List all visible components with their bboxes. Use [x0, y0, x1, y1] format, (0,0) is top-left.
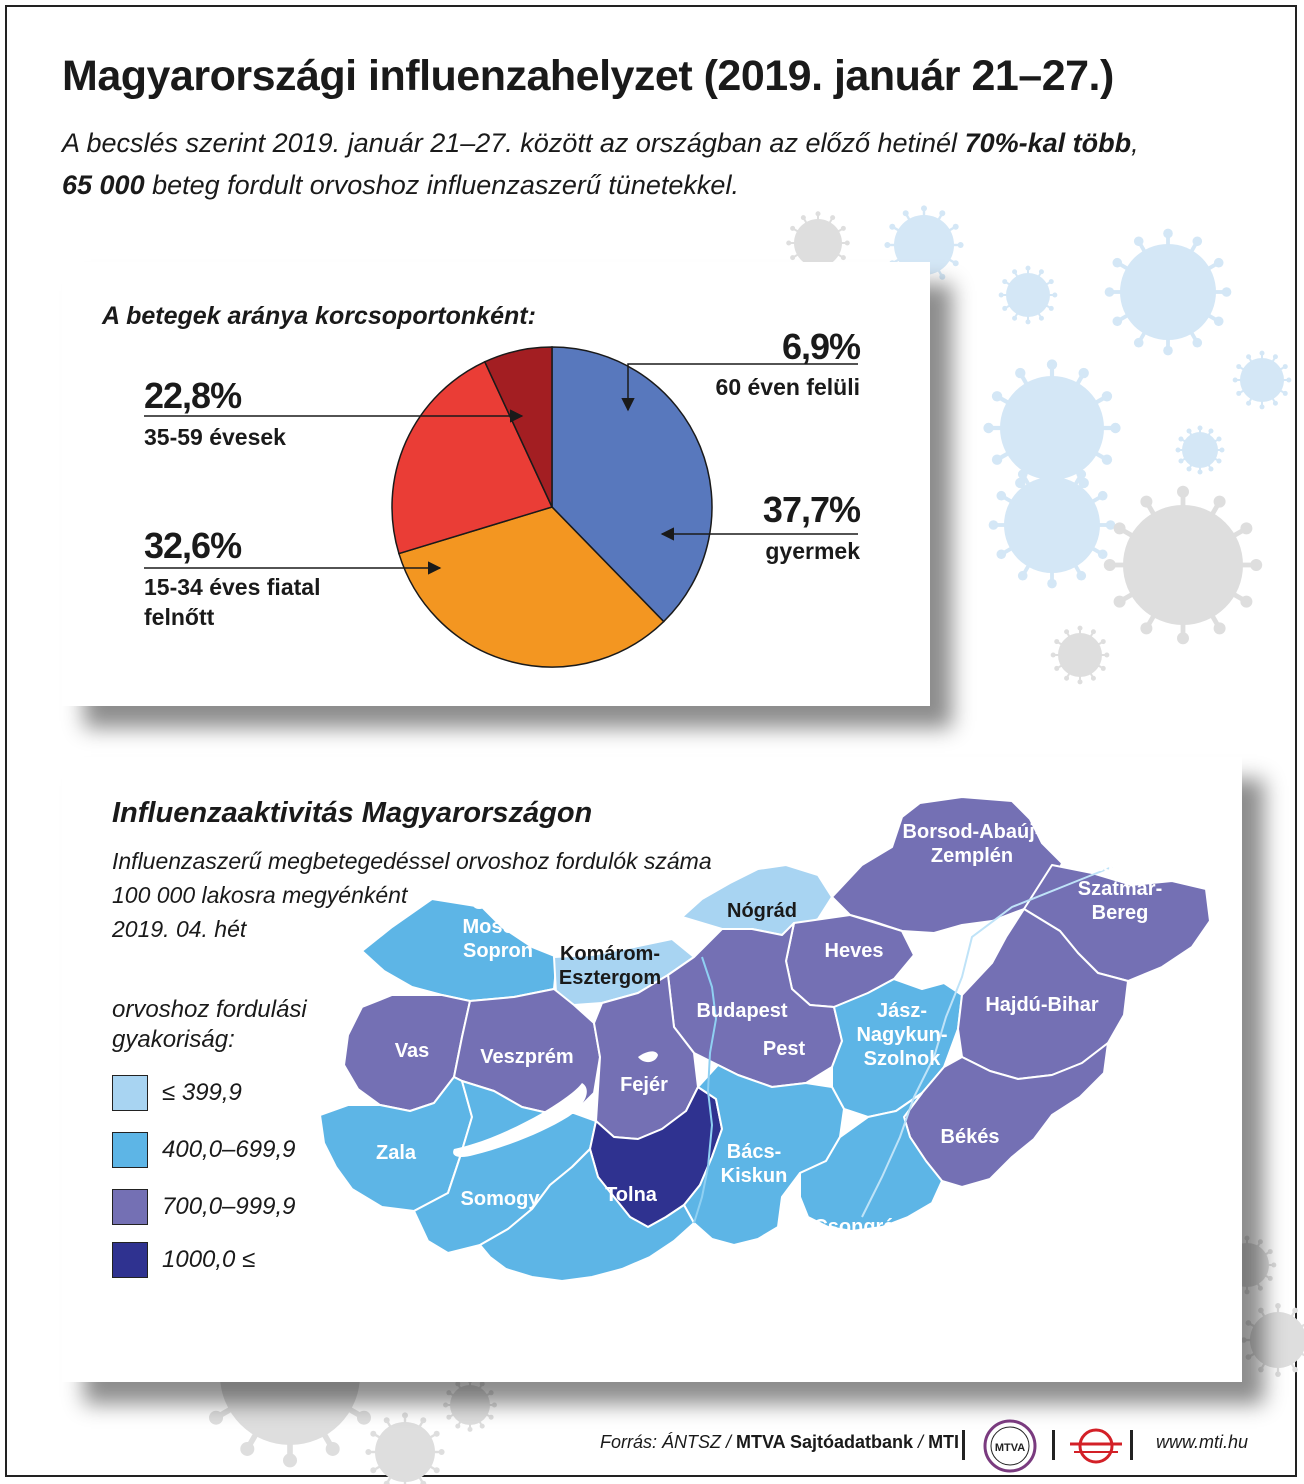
subtitle-text-2: beteg fordult orvoshoz influenzaszerű tünetekkel. [144, 170, 739, 200]
subtitle-line-1 [62, 128, 1139, 159]
pie-title: A betegek aránya korcsoportonként: [102, 302, 536, 330]
source-credit [600, 1432, 959, 1453]
slice-label-15-34: 15-34 éves fiatal felnőtt [144, 574, 321, 630]
county-label: Borsod-Abaúj-Zemplén [902, 821, 1042, 867]
page-title: Magyarországi influenzahelyzet (2019. január 21–27.) [62, 52, 1114, 100]
county-label: Bács-Kiskun [720, 1141, 788, 1187]
virus-icon [1233, 351, 1292, 410]
county-label: Somogy [460, 1188, 540, 1210]
map-title: Influenzaaktivitás Magyarországon [112, 797, 593, 829]
slice-label-gyermek: gyermek [765, 538, 860, 564]
county-label: Komárom-Esztergom [558, 943, 662, 989]
legend-label: ≤ 399,9 [162, 1079, 242, 1106]
map-subtitle-2: 100 000 lakosra megyénként [112, 882, 408, 908]
county-label: Zala [375, 1142, 417, 1164]
slice-value-gyermek: 37,7% [762, 489, 860, 530]
subtitle-text: A becslés szerint 2019. január 21–27. között az országban az előző hetinél [62, 128, 965, 158]
virus-icon [365, 1412, 444, 1484]
county-label: Budapest [696, 1000, 788, 1022]
source-separator: / [913, 1432, 929, 1452]
county-label: Nógrád [727, 900, 797, 922]
legend-label: 700,0–999,9 [162, 1193, 296, 1220]
subtitle-highlight-percent: 70%-kal több [964, 128, 1132, 158]
map-subtitle-3: 2019. 04. hét [112, 916, 247, 942]
county-label: Győr-Moson-Sopron [462, 892, 534, 962]
legend-title-line-1: orvoshoz fordulási [112, 996, 307, 1023]
virus-icon [1105, 229, 1232, 356]
subtitle-comma: , [1131, 128, 1139, 158]
virus-icon [989, 462, 1116, 589]
footer-divider [1052, 1430, 1055, 1460]
slice-value-35-59: 22,8% [144, 375, 242, 416]
county-label: Vas [394, 1040, 430, 1062]
county-label: Pest [762, 1038, 806, 1060]
mtva-logo [980, 1416, 1040, 1476]
slice-value-15-34: 32,6% [144, 525, 242, 566]
slice-label-35-59: 35-59 évesek [144, 424, 286, 450]
county-label: Heves [824, 940, 884, 962]
source-mti: MTI [928, 1432, 960, 1452]
virus-icon [1241, 1303, 1304, 1377]
virus-icon [1104, 486, 1262, 644]
virus-icon [443, 1378, 497, 1432]
virus-icon [999, 266, 1058, 325]
map-subtitle-1: Influenzaszerű megbetegedéssel orvoshoz fordulók száma [112, 848, 712, 874]
footer-divider [962, 1430, 965, 1460]
county-label: Hajdú-Bihar [985, 994, 1099, 1016]
virus-icon [1176, 426, 1225, 475]
website-link[interactable]: www.mti.hu [1156, 1432, 1249, 1452]
virus-icon [1051, 626, 1110, 685]
legend-title-line-2: gyakoriság: [112, 1026, 235, 1053]
county-label: Baranya [534, 1278, 614, 1300]
legend-label: 1000,0 ≤ [162, 1246, 256, 1273]
slice-label-60plus: 60 éven felüli [715, 374, 860, 400]
legend-label: 400,0–699,9 [162, 1136, 296, 1163]
pie-chart-panel [62, 262, 930, 706]
county-label: Csongrád [813, 1216, 907, 1238]
county-label: Veszprém [480, 1046, 574, 1068]
slice-value-60plus: 6,9% [781, 326, 860, 367]
subtitle-line-2 [62, 170, 739, 201]
county-label: Tolna [605, 1184, 657, 1206]
map-panel [62, 757, 1242, 1382]
footer-divider [1130, 1430, 1133, 1460]
source-agency: MTVA Sajtóadatbank [736, 1432, 914, 1452]
subtitle-highlight-count: 65 000 [62, 170, 145, 200]
county-label: Békés [940, 1126, 1000, 1148]
mti-logo [1066, 1418, 1126, 1474]
county-label: Szabolcs-Szatmár-Bereg [1073, 854, 1167, 924]
hungary-map [62, 757, 1242, 1382]
county-label: Fejér [620, 1074, 668, 1096]
source-prefix: Forrás: ÁNTSZ / [600, 1432, 737, 1452]
mtva-logo-text: MTVA [994, 1442, 1026, 1454]
county-label: Jász-Nagykun-Szolnok [856, 1000, 948, 1070]
